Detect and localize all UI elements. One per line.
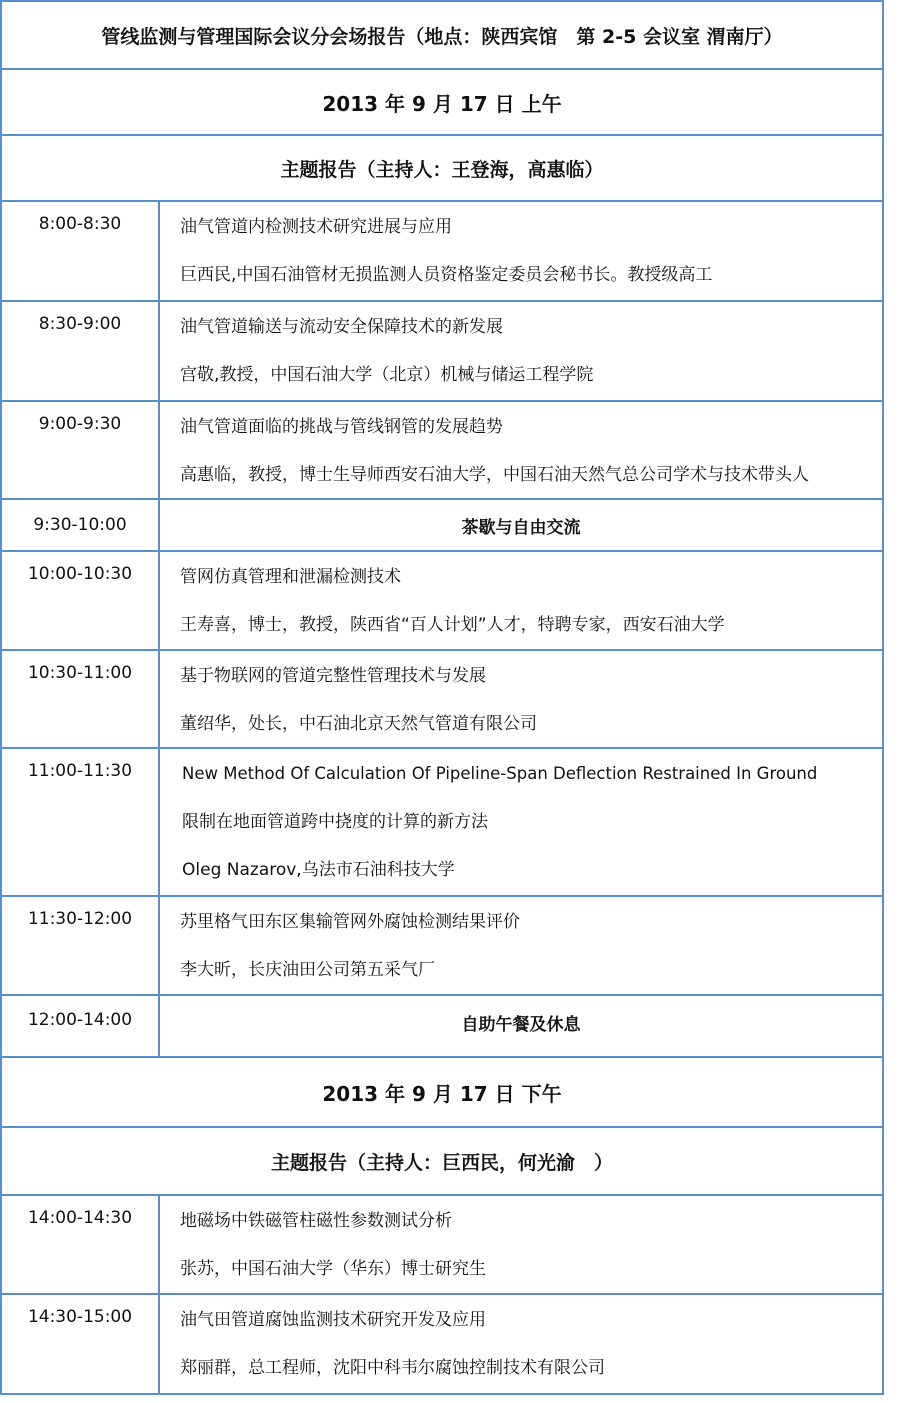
slot-time: 8:00-8:30 xyxy=(2,202,160,300)
schedule-row xyxy=(2,402,882,500)
talk-title: 油气管道面临的挑战与管线钢管的发展趋势 xyxy=(180,417,503,437)
schedule-row xyxy=(2,202,882,302)
slot-time: 12:00-14:00 xyxy=(2,996,160,1056)
talk-title: 管网仿真管理和泄漏检测技术 xyxy=(180,567,401,587)
talk-title: New Method Of Calculation Of Pipeline-Span Deflection Restrained In Ground xyxy=(182,764,818,783)
slot-content xyxy=(160,897,882,994)
morning-date: 2013 年 9 月 17 日 上午 xyxy=(322,91,562,116)
speaker-info: 巨西民,中国石油管材无损监测人员资格鉴定委员会秘书长。教授级高工 xyxy=(180,265,713,285)
slot-content xyxy=(160,1295,882,1393)
slot-time: 8:30-9:00 xyxy=(2,302,160,400)
slot-time: 14:30-15:00 xyxy=(2,1295,160,1393)
break-label: 茶歇与自由交流 xyxy=(461,517,581,538)
slot-content xyxy=(160,651,882,747)
afternoon-date-row xyxy=(2,1058,882,1128)
schedule-row xyxy=(2,897,882,996)
break-row xyxy=(2,500,882,552)
morning-theme: 主题报告（主持人：王登海，高惠临） xyxy=(280,158,604,181)
schedule-row xyxy=(2,302,882,402)
page-title: 管线监测与管理国际会议分会场报告（地点：陕西宾馆 第 2-5 会议室 渭南厅） xyxy=(101,25,783,48)
talk-title: 基于物联网的管道完整性管理技术与发展 xyxy=(180,666,486,686)
afternoon-date: 2013 年 9 月 17 日 下午 xyxy=(322,1081,562,1106)
title-row xyxy=(2,0,882,70)
slot-time: 11:00-11:30 xyxy=(2,749,160,895)
speaker-info: 张苏，中国石油大学（华东）博士研究生 xyxy=(180,1259,486,1279)
slot-content xyxy=(160,302,882,400)
slot-time: 10:00-10:30 xyxy=(2,552,160,649)
schedule-row xyxy=(2,651,882,749)
schedule-row xyxy=(2,1295,882,1395)
schedule-row xyxy=(2,749,882,897)
slot-time: 11:30-12:00 xyxy=(2,897,160,994)
morning-date-row xyxy=(2,70,882,136)
slot-time: 10:30-11:00 xyxy=(2,651,160,747)
talk-title: 地磁场中铁磁管柱磁性参数测试分析 xyxy=(180,1211,452,1231)
talk-title: 苏里格气田东区集输管网外腐蚀检测结果评价 xyxy=(180,912,520,932)
talk-title: 油气管道内检测技术研究进展与应用 xyxy=(180,217,452,237)
slot-content xyxy=(160,402,882,498)
slot-content xyxy=(160,552,882,649)
break-row xyxy=(2,996,882,1058)
slot-content xyxy=(160,202,882,300)
slot-content xyxy=(160,749,882,895)
speaker-info: 高惠临，教授，博士生导师西安石油大学，中国石油天然气总公司学术与技术带头人 xyxy=(180,465,809,485)
break-label: 自助午餐及休息 xyxy=(461,1015,581,1035)
slot-time: 14:00-14:30 xyxy=(2,1196,160,1293)
talk-title: 油气田管道腐蚀监测技术研究开发及应用 xyxy=(180,1310,486,1330)
talk-title-translation: 限制在地面管道跨中挠度的计算的新方法 xyxy=(182,812,488,832)
afternoon-theme: 主题报告（主持人：巨西民，何光渝 ） xyxy=(270,1151,613,1174)
schedule-row xyxy=(2,1196,882,1295)
slot-time: 9:00-9:30 xyxy=(2,402,160,498)
speaker-info: 郑丽群，总工程师，沈阳中科韦尔腐蚀控制技术有限公司 xyxy=(180,1358,605,1378)
speaker-info: 王寿喜，博士，教授，陕西省“百人计划”人才，特聘专家，西安石油大学 xyxy=(180,615,725,635)
morning-theme-row xyxy=(2,136,882,202)
speaker-info: 宫敬,教授，中国石油大学（北京）机械与储运工程学院 xyxy=(180,365,594,385)
slot-time: 9:30-10:00 xyxy=(2,500,160,550)
schedule-row xyxy=(2,552,882,651)
slot-content xyxy=(160,1196,882,1293)
speaker-info: Oleg Nazarov,乌法市石油科技大学 xyxy=(182,860,455,880)
speaker-info: 李大昕，长庆油田公司第五采气厂 xyxy=(180,960,435,980)
talk-title: 油气管道输送与流动安全保障技术的新发展 xyxy=(180,317,503,337)
afternoon-theme-row xyxy=(2,1128,882,1196)
speaker-info: 董绍华，处长，中石油北京天然气管道有限公司 xyxy=(180,714,537,734)
